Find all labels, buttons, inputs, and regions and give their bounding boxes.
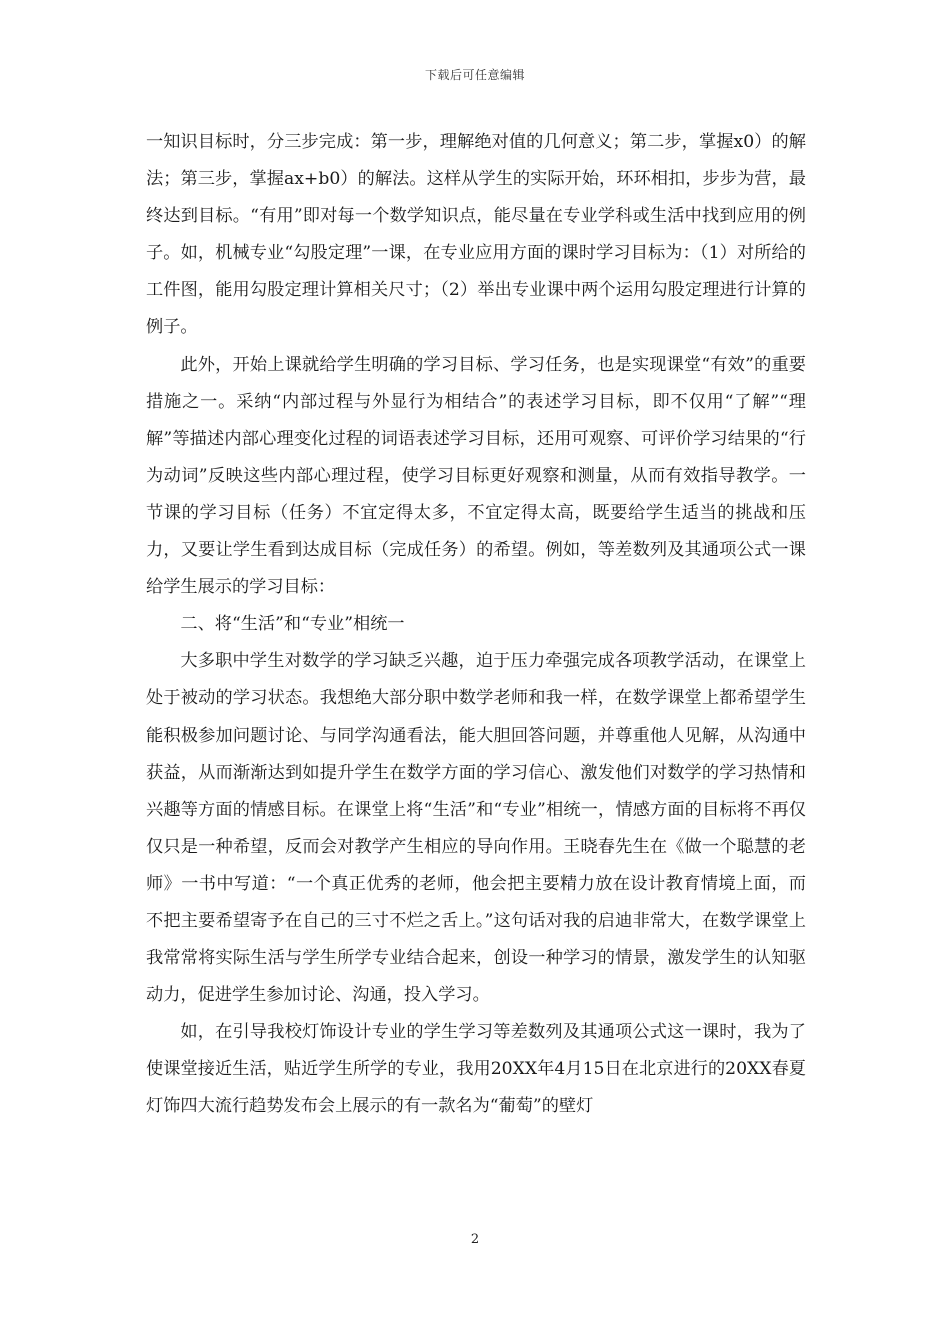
paragraph: 大多职中学生对数学的学习缺乏兴趣，迫于压力牵强完成各项教学活动，在课堂上处于被动的学习状态。我想绝大部分职中数学老师和我一样，在数学课堂上都希望学生能积极参加问题讨论、与同学沟通看法，能大胆回答问题，并尊重他人见解，从沟通中获益，从而渐渐达到如提升学生在数学方面的学习信心、激发他们对数学的学习热情和兴趣等方面的情感目标。在课堂上将“生活”和“专业”相统一，情感方面的目标将不再仅仅只是一种希望，反而会对教学产生相应的导向作用。王晓春先生在《做一个聪慧的老师》一书中写道：“一个真正优秀的老师，他会把主要精力放在设计教育情境上面，而不把主要希望寄予在自己的三寸不烂之舌上。”这句话对我的启迪非常大，在数学课堂上我常常将实际生活与学生所学专业结合起来，创设一种学习的情景，激发学生的认知驱动力，促进学生参加讨论、沟通，投入学习。 xyxy=(146,651,806,1006)
paragraph: 如，在引导我校灯饰设计专业的学生学习等差数列及其通项公式这一课时，我为了使课堂接近生活，贴近学生所学的专业，我用20XX年4月15日在北京进行的20XX春夏灯饰四大流行趋势发布会上展示的有一款名为“葡萄”的壁灯 xyxy=(146,1022,806,1117)
page-number: 2 xyxy=(470,1232,480,1247)
section-heading: 二、将“生活”和“专业”相统一 xyxy=(180,614,405,635)
paragraph: 此外，开始上课就给学生明确的学习目标、学习任务，也是实现课堂“有效”的重要措施之一。采纳“内部过程与外显行为相结合”的表述学习目标，即不仅用“了解”“理解”等描述内部心理变化过程的词语表述学习目标，还用可观察、可评价学习结果的“行为动词”反映这些内部心理过程，使学习目标更好观察和测量，从而有效指导教学。一节课的学习目标（任务）不宜定得太多，不宜定得太高，既要给学生适当的挑战和压力，又要让学生看到达成目标（完成任务）的希望。例如，等差数列及其通项公式一课给学生展示的学习目标： xyxy=(146,354,806,598)
page-header: 下载后可任意编辑 xyxy=(424,68,525,82)
document-body xyxy=(146,124,806,1126)
paragraph: 一知识目标时，分三步完成：第一步，理解绝对值的几何意义；第二步，掌握x0）的解法；第三步，掌握ax+b0）的解法。这样从学生的实际开始，环环相扣，步步为营，最终达到目标。“有用”即对每一个数学知识点，能尽量在专业学科或生活中找到应用的例子。如，机械专业“勾股定理”一课，在专业应用方面的课时学习目标为：（1）对所给的工件图，能用勾股定理计算相关尺寸；（2）举出专业课中两个运用勾股定理进行计算的例子。 xyxy=(146,132,806,338)
